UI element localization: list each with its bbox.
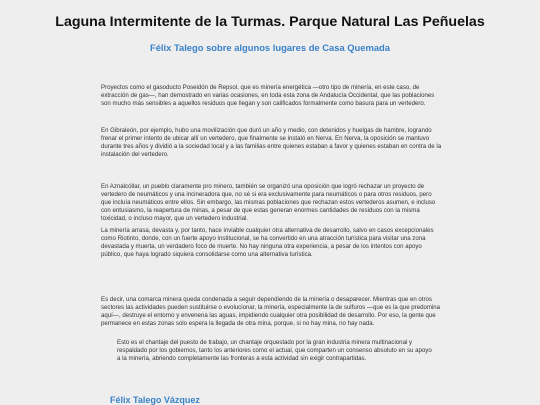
article-paragraph-2: En Gibraleón, por ejemplo, hubo una movilización que duró un año y medio, con detenidos y huelgas de hambre, logrando frenar el primer intento de ubicar allí un vertedero, que finalmente se instaló en Nerva. En Nerva, la oposición se mantuvo durante tres años y dividió a la sociedad local y a las familias entre quienes estaban a favor y quienes estaban en contra de la instalación del vertedero. (101, 127, 442, 158)
article-paragraph-1: Proyectos como el gasoducto Poseidón de Repsol, que es minería energética —otro tipo de minería, en este caso, de extracción de gas—, han demostrado en varias ocasiones, en toda esta zona de Andalucía Occidental, que las poblaciones son mucho más sensibles a aquellos residuos que llegan y son calificados formalmente como basura para un vertedero. (101, 84, 435, 107)
page-subtitle: Félix Talego sobre algunos lugares de Casa Quemada (149, 42, 390, 53)
article-paragraph-6: Esto es el chantaje del puesto de trabajo, un chantaje orquestado por la gran industria minera multinacional y respaldado por los gobiernos, tanto los anteriores como el actual, que comparten un consenso absoluto en su apoyo a la minería, abriendo completamente las fronteras a esta actividad sin exigir contrapartidas. (117, 339, 432, 362)
page-title: Laguna Intermitente de la Turmas. Parque Natural Las Peñuelas (55, 14, 485, 30)
article-paragraph-3: En Aznalcóllar, un pueblo claramente pro minero, también se organizó una oposición que logró rechazar un proyecto de vertedero de neumáticos y una incineradora que, no sé si era exclusivamente para neumáticos o para otros residuos, pero que incluía neumáticos entre ellos. Sin embargo, las mismas poblaciones que rechazan estos vertederos asumen, e incluso con entusiasmo, la reapertura de minas, a pesar de que estas generan enormes cantidades de residuos con la misma toxicidad, o incluso mayor, que un vertedero industrial. (101, 183, 436, 222)
author-signature: Félix Talego Vázquez (110, 395, 200, 405)
article-paragraph-4: La minería arrasa, devasta y, por tanto, hace inviable cualquier otra alternativa de desarrollo, salvo en casos excepcionales como Riotinto, donde, con un fuerte apoyo institucional, se ha convertido en una atracción turística para visitar una zona devastada y muerta, un verdadero foco de muerte. No hay ninguna otra experiencia, a pesar de los intentos con apoyo público, que haya logrado siquiera consolidarse como una alternativa turística. (101, 227, 434, 258)
article-paragraph-5: Es decir, una comarca minera queda condenada a seguir dependiendo de la minería o desaparecer. Mientras que en otros sectores las actividades pueden sustituirse o evolucionar, la minería, especialmente la de sulfuros —que es la que predomina aquí—, destruye el entorno y envenena las aguas, impidiendo cualquier otra posibilidad de desarrollo. Por eso, la gente que permanece en estas zonas solo espera la llegada de otra mina, porque, si no hay mina, no hay nada. (101, 296, 441, 327)
